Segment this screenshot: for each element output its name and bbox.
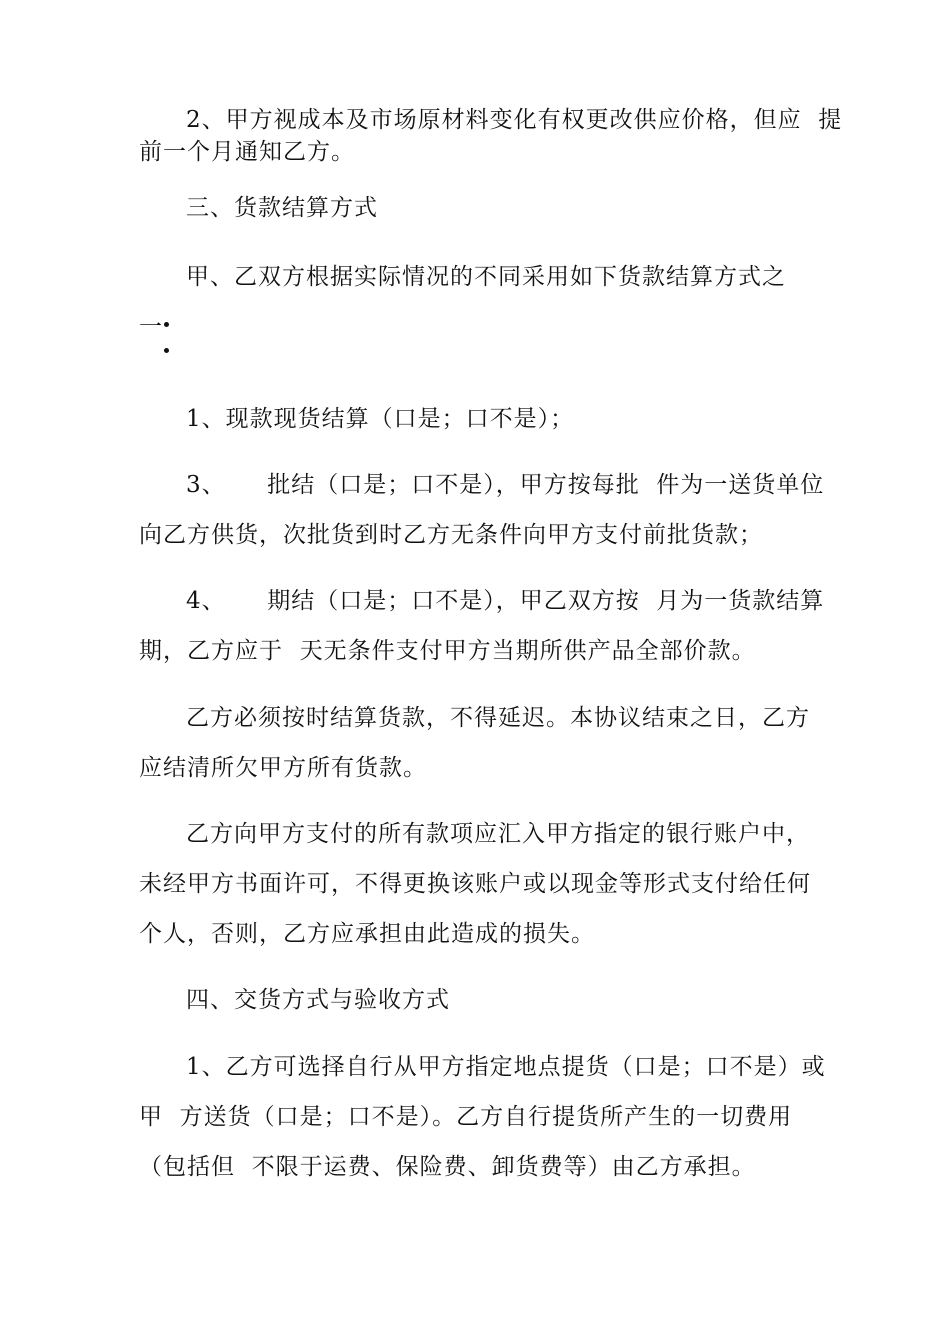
text-line: 乙方必须按时结算货款，不得延迟。本协议结束之日，乙方 xyxy=(186,705,810,731)
text-line: 1、现款现货结算（口是；口不是）； xyxy=(186,406,575,432)
text-line: 向乙方供货，次批货到时乙方无条件向甲方支付前批货款； xyxy=(139,522,763,548)
text-line: 乙方向甲方支付的所有款项应汇入甲方指定的银行账户中， xyxy=(186,821,810,847)
text-line: 3、 批结（口是；口不是），甲方按每批 件为一送货单位 xyxy=(186,472,825,498)
text-line: 个人，否则，乙方应承担由此造成的损失。 xyxy=(139,921,595,947)
text-line: 前一个月通知乙方。 xyxy=(139,139,355,165)
section-heading: 三、货款结算方式 xyxy=(186,195,378,221)
text-line: 1、乙方可选择自行从甲方指定地点提货（口是；口不是）或 xyxy=(186,1054,826,1080)
text-line: 应结清所欠甲方所有货款。 xyxy=(139,755,427,781)
text-line: 未经甲方书面许可，不得更换该账户或以现金等形式支付给任何 xyxy=(139,871,811,897)
section-heading: 四、交货方式与验收方式 xyxy=(186,987,450,1013)
text-line: 甲、乙双方根据实际情况的不同采用如下货款结算方式之 xyxy=(186,264,786,290)
text-line: 4、 期结（口是；口不是），甲乙双方按 月为一货款结算 xyxy=(186,588,825,614)
text-line: （包括但 不限于运费、保险费、卸货费等）由乙方承担。 xyxy=(139,1154,756,1180)
text-line: 甲 方送货（口是；口不是）。乙方自行提货所产生的一切费用 xyxy=(139,1104,793,1130)
text-line: 一 xyxy=(139,314,163,340)
text-line: 期，乙方应于 天无条件支付甲方当期所供产品全部价款。 xyxy=(139,638,756,664)
text-line: 2、甲方视成本及市场原材料变化有权更改供应价格，但应 提 xyxy=(186,107,843,133)
bullet-dot xyxy=(164,322,169,327)
bullet-dot xyxy=(164,348,169,353)
